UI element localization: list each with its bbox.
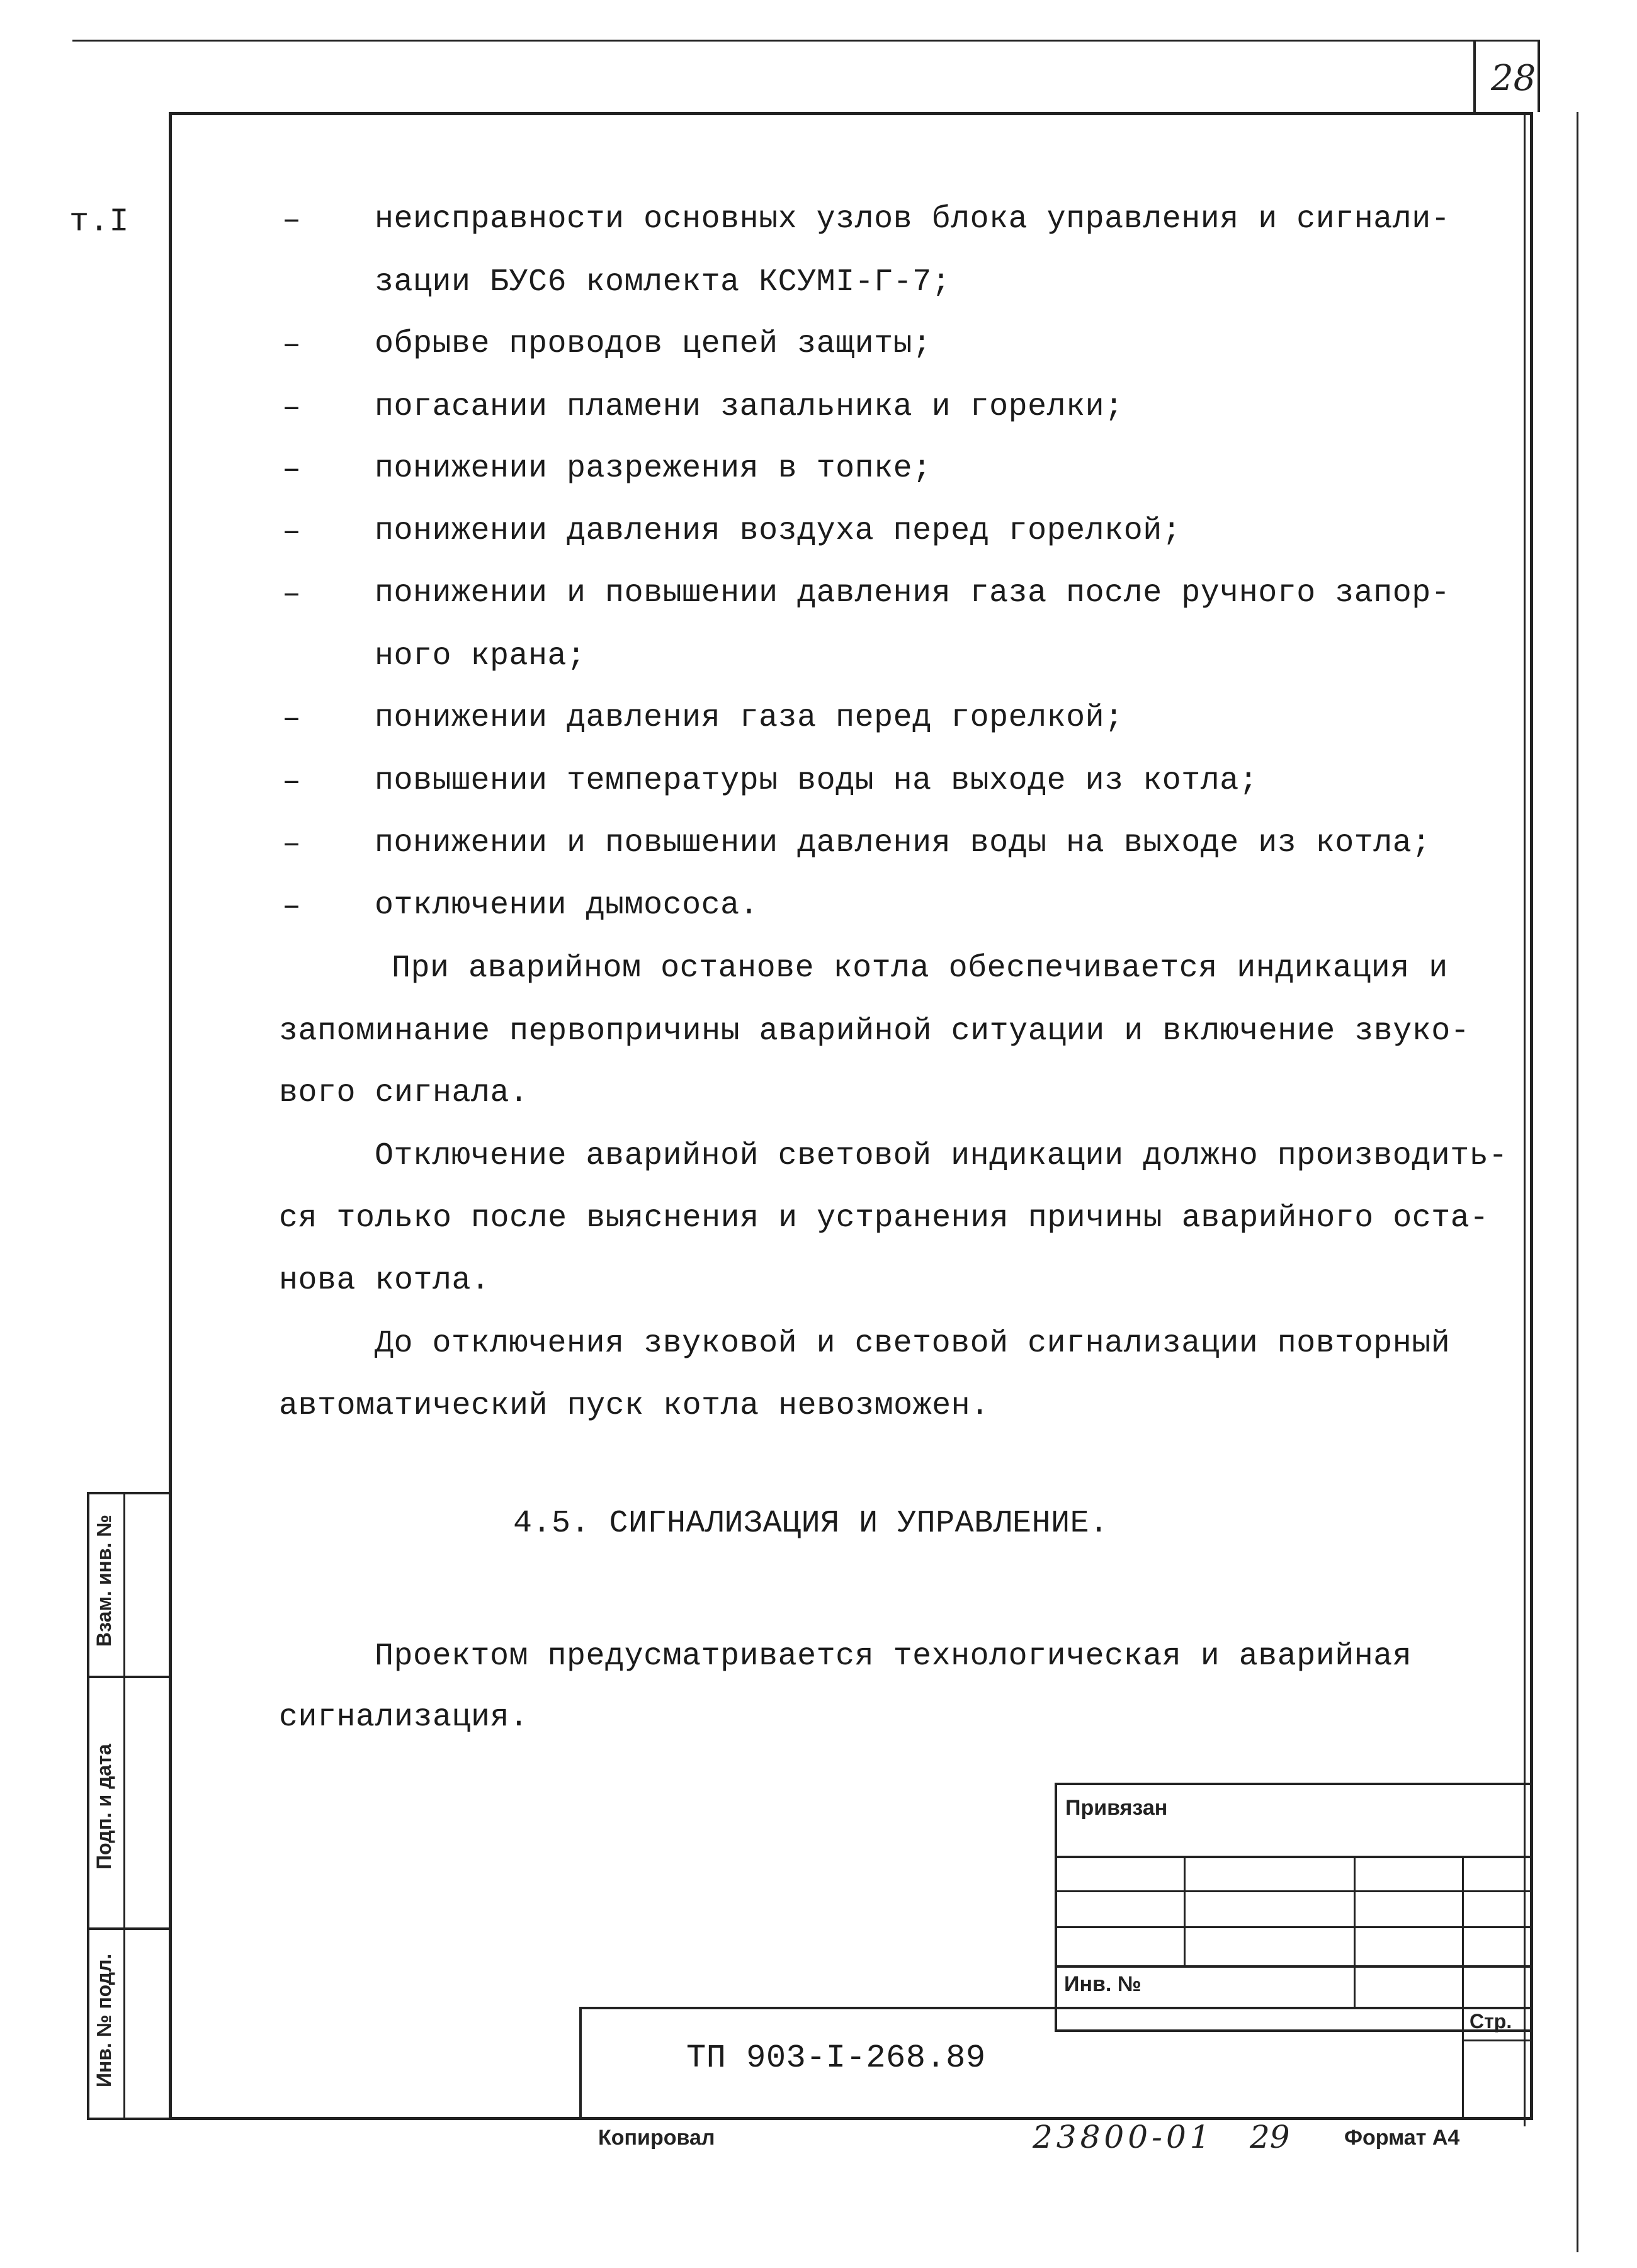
document-code: ТП 903-I-268.89 (686, 2040, 986, 2077)
paragraph-line: ся только после выяснения и устранения причины аварийного оста- (279, 1200, 1489, 1236)
list-item-text: понижении разрежения в топке; (375, 451, 932, 487)
page-number-box-right (1538, 40, 1540, 112)
top-rule (72, 40, 1539, 42)
page-number: 28 (1491, 58, 1536, 99)
list-dash: – (282, 203, 302, 239)
list-item-text: зации БУС6 комлекта КСУМI-Г-7; (375, 264, 951, 300)
paragraph-line: автоматический пуск котла невозможен. (279, 1388, 990, 1424)
title-block-col (1354, 1856, 1356, 2007)
list-item-text: понижении давления воздуха перед горелкой; (375, 513, 1182, 549)
list-item-text: отключении дымососа. (375, 888, 759, 923)
title-block-line (1055, 1926, 1533, 1928)
inv-label: Инв. № (1064, 1972, 1141, 1996)
title-block-line (1055, 1965, 1533, 1968)
list-dash: – (282, 889, 302, 925)
paragraph-line: вого сигнала. (279, 1075, 529, 1111)
side-stamp-inv-podl: Инв. № подл. (93, 1953, 115, 2087)
frame-far-right (1577, 112, 1578, 2252)
handwritten-number: 23800-01 (1033, 2119, 1214, 2155)
side-stamp-vzam-inv: Взам. инв. № (93, 1515, 115, 1647)
title-block-line (1462, 2040, 1533, 2041)
margin-note: т.I (69, 203, 130, 240)
list-item-text: неисправности основных узлов блока управления и сигнали- (375, 201, 1451, 237)
list-item-text: погасании пламени запальника и горелки; (375, 389, 1124, 425)
title-block-col (1184, 1856, 1186, 1966)
list-dash: – (282, 701, 302, 737)
list-dash: – (282, 390, 302, 426)
paragraph-line: нова котла. (279, 1263, 490, 1299)
section-paragraph-line: Проектом предусматривается технологическая и аварийная (375, 1639, 1412, 1674)
section-heading: 4.5. СИГНАЛИЗАЦИЯ И УПРАВЛЕНИЕ. (513, 1506, 1109, 1542)
page-number-box-left (1473, 40, 1476, 112)
section-paragraph-line: сигнализация. (279, 1700, 529, 1735)
privyazan-label: Привязан (1065, 1796, 1168, 1820)
list-item-text: обрыве проводов цепей защиты; (375, 326, 932, 362)
handwritten-page: 29 (1250, 2119, 1290, 2155)
format-label: Формат А4 (1344, 2126, 1460, 2150)
list-item-text: понижении и повышении давления воды на выходе из котла; (375, 825, 1431, 861)
title-block-line (1055, 1856, 1533, 1858)
list-item-text: понижении давления газа перед горелкой; (375, 700, 1124, 736)
list-dash: – (282, 452, 302, 488)
paragraph-line: Отключение аварийной световой индикации должно производить- (375, 1138, 1508, 1174)
list-dash: – (282, 577, 302, 612)
list-dash: – (282, 827, 302, 862)
list-item-text: ного крана; (375, 638, 586, 674)
side-stamp-row-line (87, 1676, 172, 1678)
list-item-text: понижении и повышении давления газа после ручного запор- (375, 575, 1451, 611)
side-stamp-divider (123, 1492, 125, 2120)
paragraph-line: До отключения звуковой и световой сигнализации повторный (375, 1326, 1451, 1362)
list-dash: – (282, 764, 302, 800)
page-label: Стр. (1470, 2010, 1512, 2033)
paragraph-line: запоминание первопричины аварийной ситуации и включение звуко- (279, 1013, 1470, 1049)
title-block-line (1055, 1890, 1533, 1892)
list-item-text: повышении температуры воды на выходе из котла; (375, 763, 1259, 799)
side-stamp-podp-data: Подп. и дата (93, 1744, 115, 1870)
list-dash: – (282, 514, 302, 550)
kopiroval-label: Копировал (598, 2126, 715, 2150)
list-dash: – (282, 327, 302, 363)
side-stamp-row-line (87, 1927, 172, 1930)
paragraph-line: При аварийном останове котла обеспечивается индикация и (392, 951, 1448, 986)
